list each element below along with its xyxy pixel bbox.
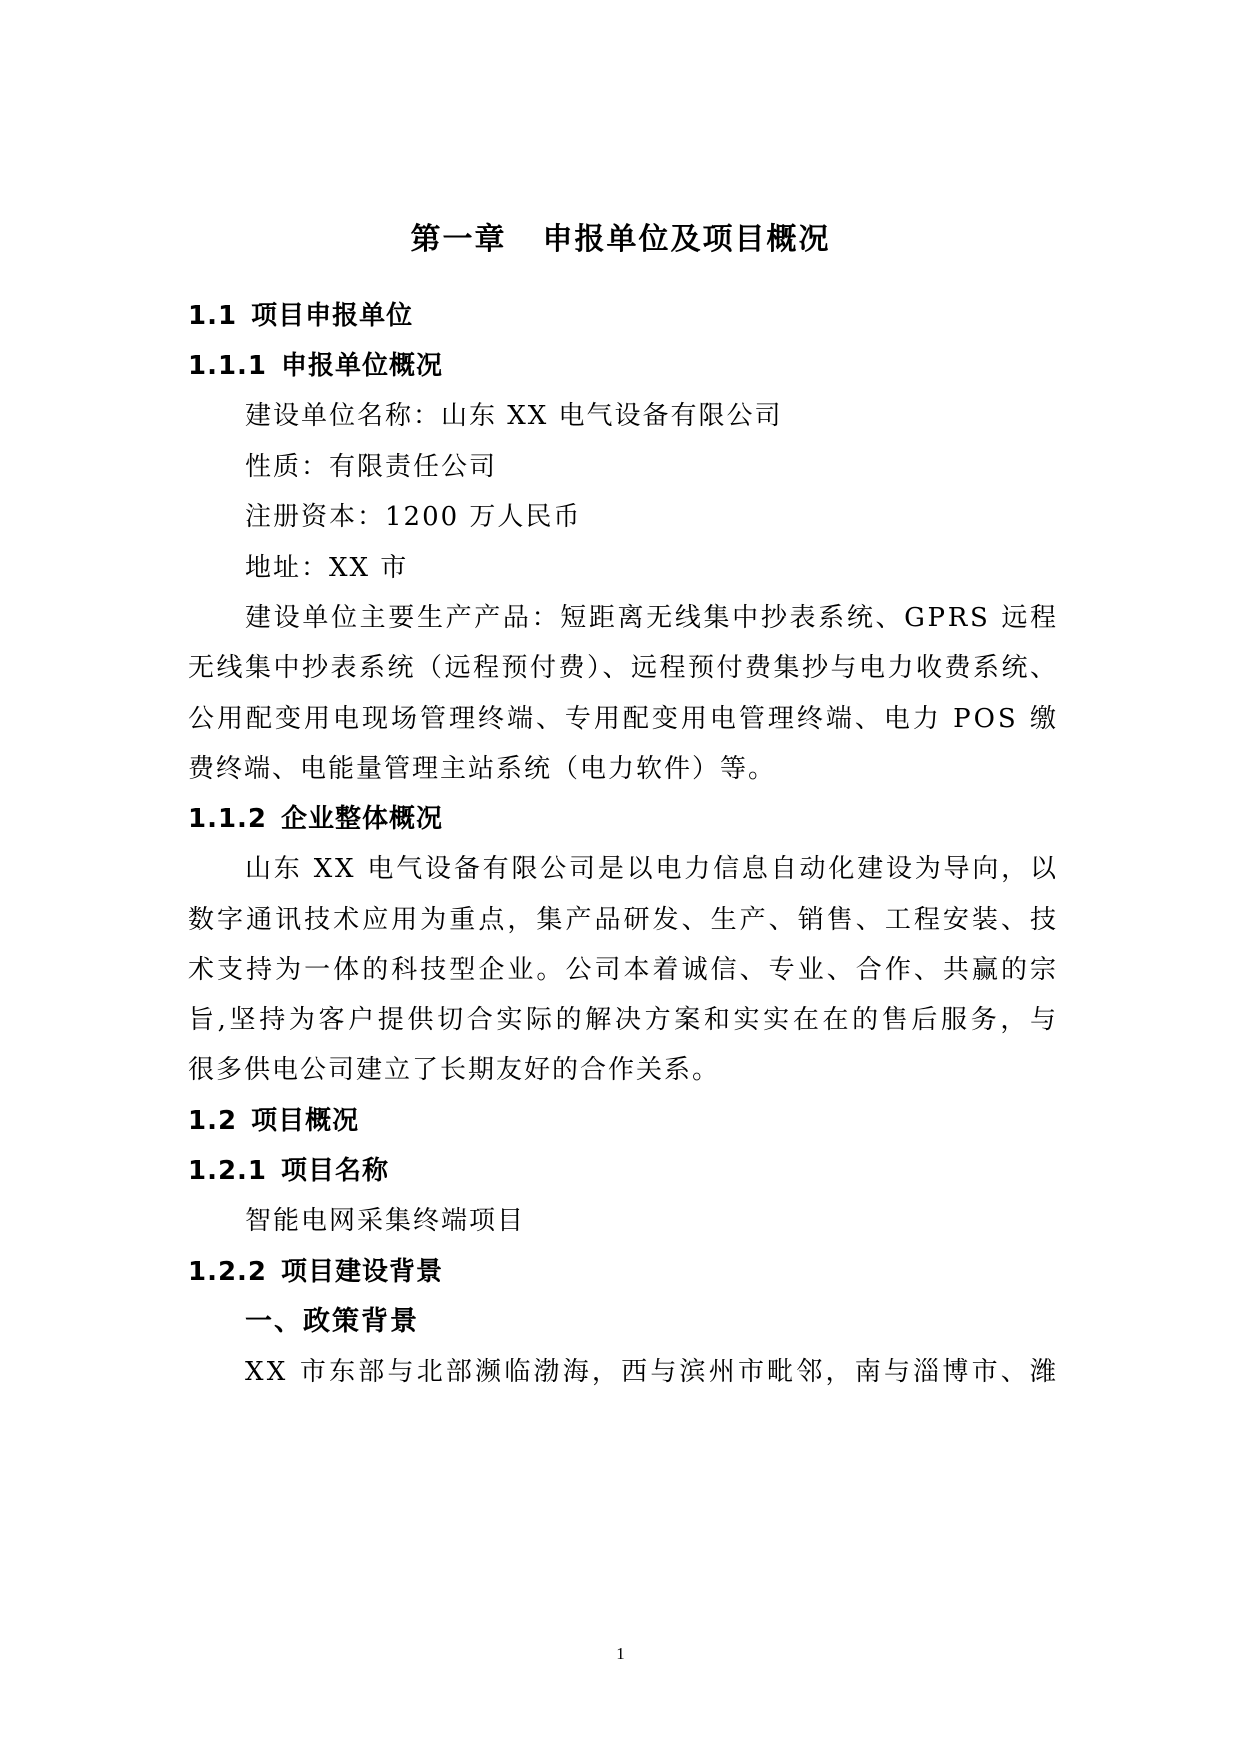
products-line-4: 费终端、电能量管理主站系统（电力软件）等。: [188, 754, 777, 784]
section-heading-1-1: [188, 294, 413, 338]
policy-text: XX 市东部与北部濒临渤海，西与滨州市毗邻，南与淄博市、潍: [245, 1357, 1060, 1387]
products-line-1: [245, 596, 1059, 640]
section-title: 企业整体概况: [281, 804, 444, 834]
overview-text: 旨,坚持为客户提供切合实际的解决方案和实实在在的售后服务，与: [188, 1005, 1060, 1035]
section-number: 1.1.1: [188, 351, 268, 381]
section-title: 项目名称: [281, 1156, 390, 1186]
chapter-label: 第一章: [410, 222, 507, 257]
project-name: 智能电网采集终端项目: [245, 1206, 526, 1236]
unit-name: 建设单位名称：山东 XX 电气设备有限公司: [245, 401, 783, 431]
overview-line-2: [188, 898, 1060, 942]
section-number: 1.2.1: [188, 1156, 268, 1186]
section-heading-1-2: [188, 1099, 359, 1143]
products-text: 公用配变用电现场管理终端、专用配变用电管理终端、电力 POS 缴: [188, 704, 1059, 734]
section-title: 申报单位概况: [281, 351, 444, 381]
overview-text: 山东 XX 电气设备有限公司是以电力信息自动化建设为导向，以: [245, 854, 1059, 884]
section-number: 1.1.2: [188, 804, 268, 834]
overview-line-1: [245, 847, 1059, 891]
overview-line-3: [188, 948, 1060, 992]
products-line-2: [188, 646, 1059, 690]
policy-heading: 一、政策背景: [245, 1306, 419, 1337]
section-number: 1.2.2: [188, 1257, 268, 1287]
section-title: 项目申报单位: [251, 301, 414, 331]
page-number: 1: [616, 1644, 625, 1663]
products-text: 无线集中抄表系统（远程预付费）、远程预付费集抄与电力收费系统、: [188, 653, 1059, 683]
overview-text: 数字通讯技术应用为重点，集产品研发、生产、销售、工程安装、技: [188, 905, 1060, 935]
overview-line-4: [188, 998, 1060, 1042]
unit-capital: 注册资本：1200 万人民币: [245, 502, 582, 532]
section-title: 项目概况: [251, 1106, 360, 1136]
products-line-3: [188, 697, 1059, 741]
section-heading-1-1-1: [188, 344, 443, 388]
section-heading-1-2-1: [188, 1149, 389, 1193]
section-heading-1-1-2: [188, 797, 443, 841]
overview-text: 术支持为一体的科技型企业。公司本着诚信、专业、合作、共赢的宗: [188, 955, 1060, 985]
section-heading-1-2-2: [188, 1250, 443, 1294]
unit-nature: 性质：有限责任公司: [245, 452, 498, 482]
unit-address: 地址：XX 市: [245, 553, 409, 583]
policy-line-1: [245, 1350, 1060, 1394]
section-number: 1.1: [188, 301, 238, 331]
chapter-name: 申报单位及项目概况: [542, 222, 831, 257]
section-title: 项目建设背景: [281, 1257, 444, 1287]
section-number: 1.2: [188, 1106, 238, 1136]
products-text: 建设单位主要生产产品：短距离无线集中抄表系统、GPRS 远程: [245, 603, 1059, 633]
overview-line-5: 很多供电公司建立了长期友好的合作关系。: [188, 1055, 721, 1085]
chapter-title: [0, 216, 1241, 264]
